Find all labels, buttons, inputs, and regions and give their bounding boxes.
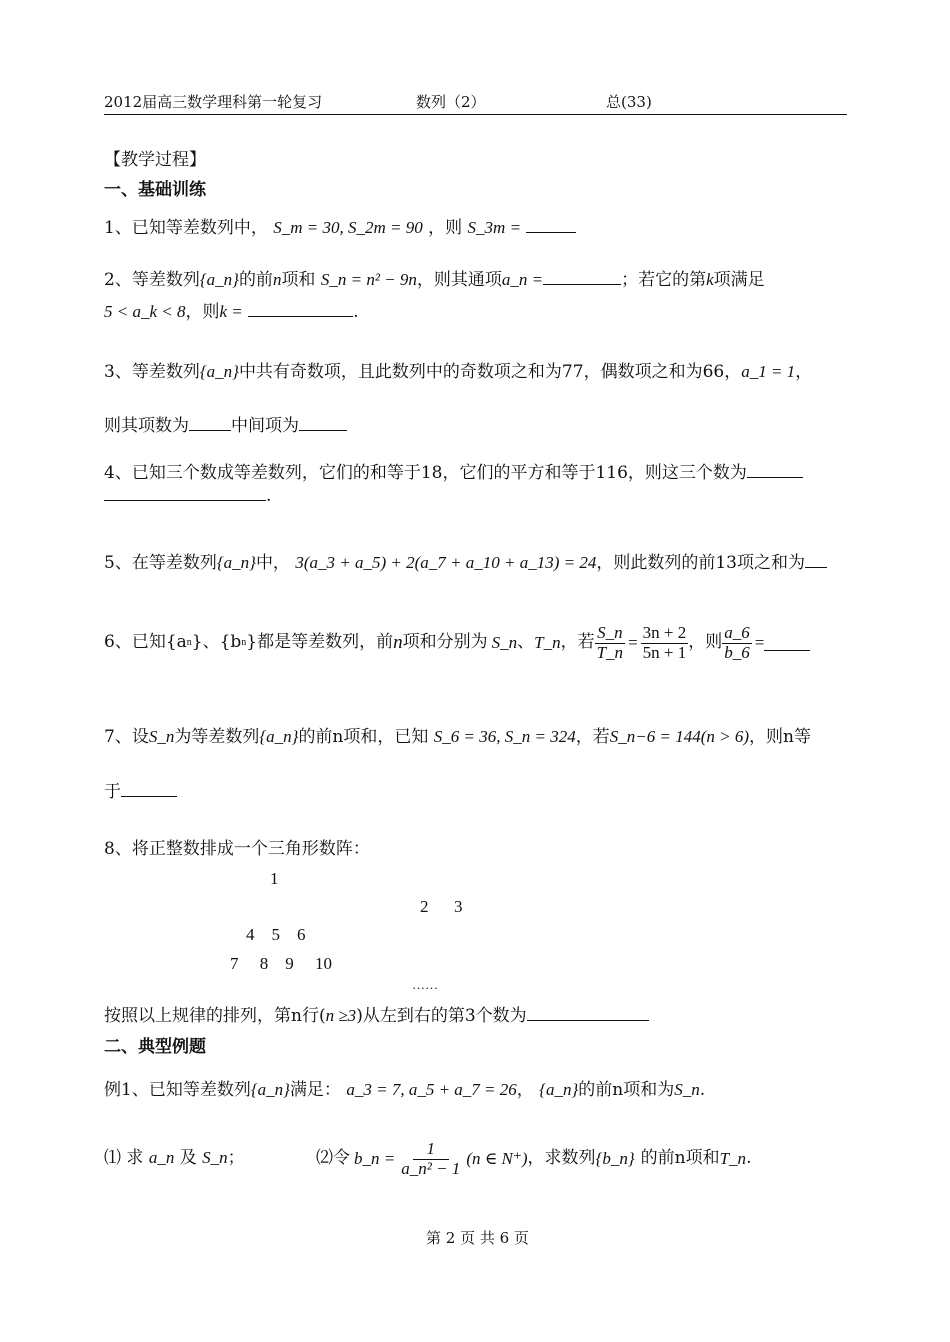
q6-blank[interactable]	[764, 636, 810, 651]
q7-mid3: ，若	[575, 727, 610, 747]
question-4-line2	[104, 486, 271, 507]
q6-frac-ST	[595, 624, 625, 662]
q6-mid3: 项和分别为	[402, 632, 488, 653]
ex1-comma: ，	[516, 1080, 534, 1100]
q2-text3: ，则其通项	[416, 270, 502, 290]
ex1-p2-den: a_n² − 1	[401, 1158, 461, 1178]
ex1-p2-mid2: 的前n项和	[640, 1148, 720, 1169]
example-1-part-1	[104, 1148, 245, 1169]
ex1-seq: {a_n}	[250, 1080, 290, 1099]
ex1-p2-frac	[399, 1140, 462, 1178]
q8-question: 按照以上规律的排列，第n行(	[104, 1006, 326, 1026]
q5-prefix: 5、在等差数列	[104, 553, 217, 573]
q3-count-blank[interactable]	[189, 416, 231, 431]
triangle-row-4: 7 8 9 10	[230, 954, 332, 973]
q4-blank-1[interactable]	[747, 463, 803, 478]
page-footer: 第 2 页 共 6 页	[426, 1229, 529, 1247]
ex1-seq2: {a_n}	[539, 1080, 579, 1099]
q5-blank[interactable]	[805, 553, 827, 568]
question-8-ask	[104, 1006, 649, 1027]
ex1-p2-Tn: T_n	[719, 1149, 747, 1169]
triangle-row-2: 2 3	[420, 897, 463, 916]
q6-sub2: n	[241, 637, 247, 649]
q3-a1: a_1 = 1	[741, 362, 796, 381]
q7-seq: {a_n}	[259, 727, 299, 746]
q2-text2: 项和	[281, 270, 316, 290]
ex1-p1-and: 及	[179, 1148, 197, 1168]
ex1-dot: .	[699, 1080, 706, 1100]
question-5	[104, 553, 827, 574]
question-2-line2	[104, 302, 359, 323]
header-right: 总(33)	[606, 93, 652, 111]
q6-frac-ratio	[641, 624, 689, 662]
ex1-p2-seq: {b_n}	[595, 1149, 635, 1169]
q2-text4: ；若它的第	[621, 270, 707, 290]
q2-k: k	[706, 270, 714, 289]
q6-frac3-den: b_6	[724, 642, 750, 662]
q2-end: .	[353, 302, 359, 322]
q6-Sn: S_n	[491, 633, 518, 653]
q2-k-ask: k =	[219, 302, 243, 321]
q6-mid1: }、{b	[191, 632, 242, 653]
q8-blank[interactable]	[527, 1006, 649, 1021]
section-typical-examples: 二、典型例题	[104, 1037, 206, 1057]
ex1-p1-an: a_n	[148, 1148, 175, 1167]
example-1-part-2	[316, 1140, 751, 1178]
q2-n: n	[272, 270, 282, 289]
q7-given: S_6 = 36, S_n = 324	[433, 727, 576, 746]
q2-inequality: 5 < a_k < 8	[104, 302, 186, 321]
ex1-p2-cond: (n ∈ N⁺)	[466, 1149, 528, 1169]
question-7-line2	[104, 782, 177, 803]
q4-blank-2[interactable]	[104, 486, 266, 501]
q6-eq: =	[628, 633, 638, 653]
q6-frac1-num: S_n	[597, 623, 623, 642]
q6-n: n	[393, 632, 403, 654]
q7-prefix: 7、设	[104, 727, 149, 747]
q5-mid: 中，	[255, 553, 290, 573]
q6-prefix: 6、已知{a	[104, 632, 187, 653]
q8-question-end: )从左到右的第3个数为	[356, 1006, 527, 1026]
q1-prefix: 1、已知等差数列中，	[104, 218, 268, 238]
header-center: 数列（2）	[416, 93, 486, 111]
q7-mid1: 为等差数列	[174, 727, 260, 747]
header-rule	[104, 114, 847, 115]
q6-sep: 、	[517, 632, 535, 653]
ex1-Sn: S_n	[674, 1080, 700, 1099]
q6-frac2-num: 3n + 2	[642, 623, 687, 642]
q2-line2-text: ，则	[185, 302, 220, 322]
q7-mid2: 的前n项和，已知	[298, 727, 429, 747]
ex1-mid: 满足：	[289, 1080, 341, 1100]
ex1-p2-mid: ，求数列	[527, 1148, 596, 1169]
q1-ask: S_3m =	[467, 218, 522, 237]
ex1-p2-num: 1	[413, 1140, 450, 1160]
ex1-prefix: 例1、已知等差数列	[104, 1080, 251, 1100]
q3-seq: {a_n}	[199, 362, 239, 381]
section-teaching-process: 【教学过程】	[104, 150, 206, 170]
q2-prefix: 2、等差数列	[104, 270, 200, 290]
ex1-p1-Sn: S_n	[202, 1148, 228, 1167]
question-6	[104, 624, 810, 662]
question-8: 8、将正整数排成一个三角形数阵：	[104, 839, 370, 859]
q6-Tn: T_n	[534, 633, 561, 653]
q3-count-label: 则其项数为	[104, 416, 189, 436]
q3-middle-label: 中间项为	[231, 416, 299, 436]
q6-frac2-den: 5n + 1	[642, 642, 687, 662]
q2-text1: 的前	[238, 270, 273, 290]
q8-cond: n ≥3	[325, 1006, 357, 1025]
q5-seq: {a_n}	[216, 553, 256, 572]
question-3	[104, 362, 812, 383]
ex1-mid2: 的前n项和为	[578, 1080, 675, 1100]
triangle-row-ellipsis: ……	[412, 977, 438, 992]
ex1-p2-bn: b_n =	[354, 1149, 396, 1169]
ex1-p2-label: ⑵令	[316, 1148, 350, 1169]
q1-math: S_m = 30, S_2m = 90	[273, 218, 423, 237]
q3-comma: ，	[795, 362, 813, 382]
q2-seq: {a_n}	[199, 270, 239, 289]
question-7	[104, 727, 811, 748]
q1-answer-blank[interactable]	[526, 218, 576, 233]
q6-frac-ab	[722, 624, 752, 662]
q5-formula: 3(a_3 + a_5) + 2(a_7 + a_10 + a_13) = 24	[295, 553, 597, 572]
q6-frac3-num: a_6	[724, 623, 750, 642]
example-1	[104, 1080, 705, 1101]
question-1	[104, 218, 576, 239]
triangle-row-3: 4 5 6	[246, 925, 306, 944]
ex1-p1-label: ⑴ 求	[104, 1148, 144, 1168]
q7-Sn: S_n	[148, 727, 175, 746]
q6-frac1-den: T_n	[596, 642, 624, 662]
section-basic-training: 一、基础训练	[104, 180, 206, 200]
ex1-cond: a_3 = 7, a_5 + a_7 = 26	[346, 1080, 517, 1099]
ex1-p1-end: ；	[227, 1148, 245, 1168]
q2-formula: S_n = n² − 9n	[320, 270, 417, 289]
q6-eq2: =	[754, 633, 765, 653]
q3-middle-blank[interactable]	[299, 416, 347, 431]
q7-line2: 于	[104, 782, 121, 802]
q6-comma: ，若	[560, 632, 595, 653]
q7-cond: S_n−6 = 144(n > 6)	[609, 727, 749, 746]
q5-suffix: ，则此数列的前13项之和为	[596, 553, 805, 573]
q2-text5: 项满足	[713, 270, 765, 290]
q2-k-blank[interactable]	[248, 302, 353, 317]
q3-prefix: 3、等差数列	[104, 362, 200, 382]
ex1-p2-dot: .	[746, 1148, 752, 1169]
question-2	[104, 270, 765, 291]
q2-an-blank[interactable]	[543, 270, 621, 285]
q6-then: ，则	[688, 632, 723, 653]
q7-end: ，则n等	[749, 727, 811, 747]
q4-end: .	[266, 486, 272, 506]
triangle-row-1: 1	[270, 869, 279, 888]
header-left: 2012届高三数学理科第一轮复习	[104, 93, 323, 111]
q6-sub1: n	[186, 637, 192, 649]
question-3-line2	[104, 416, 347, 437]
q1-mid: ，则	[428, 218, 463, 238]
q4-text: 4、已知三个数成等差数列，它们的和等于18，它们的平方和等于116，则这三个数为	[104, 463, 747, 483]
q2-an: a_n =	[501, 270, 544, 289]
q7-blank[interactable]	[121, 782, 177, 797]
q6-mid2: }都是等差数列，前	[246, 632, 394, 653]
question-4	[104, 463, 803, 484]
q3-text: 中共有奇数项，且此数列中的奇数项之和为77，偶数项之和为66，	[238, 362, 742, 382]
